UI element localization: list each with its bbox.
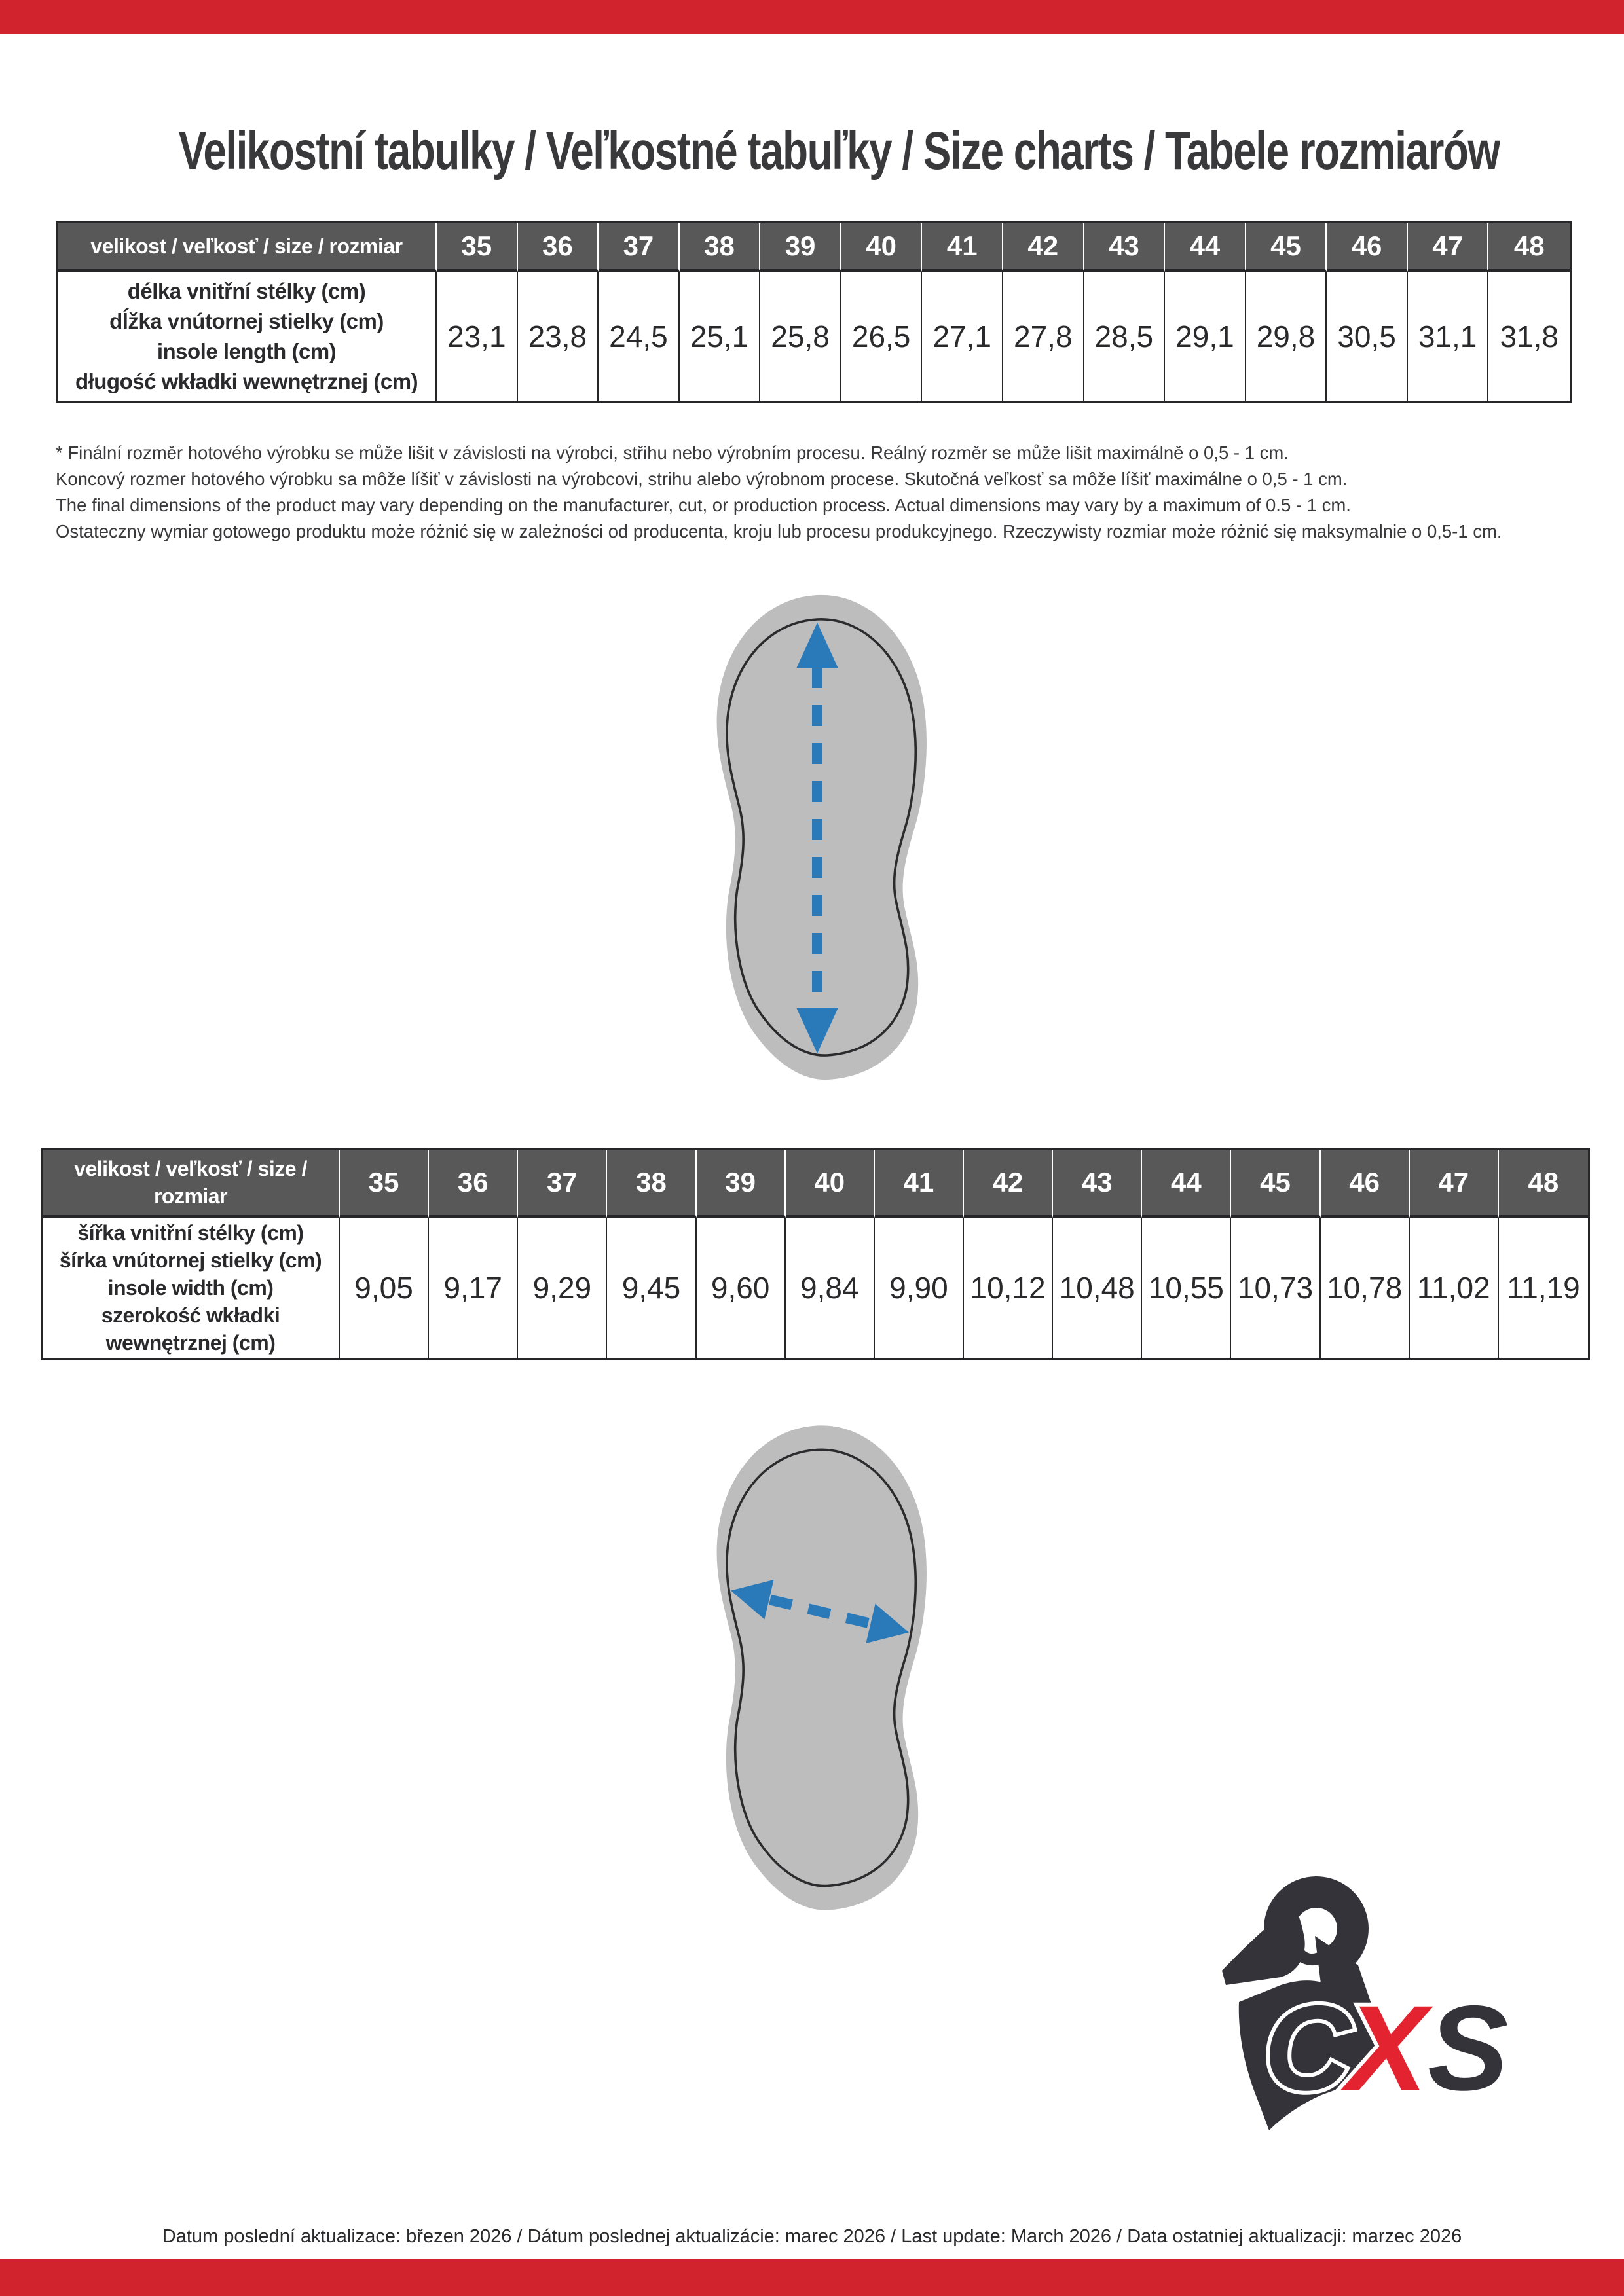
size-col-48: 48 [1499,1150,1588,1218]
length-value-48: 31,8 [1500,319,1559,354]
size-col-47: 47 [1410,1150,1499,1218]
width-value-47: 11,02 [1410,1218,1499,1358]
width-value-40: 9,84 [786,1218,875,1358]
size-col-39: 39 [697,1150,786,1218]
top-red-bar [0,0,1624,34]
width-value-37: 9,29 [518,1218,607,1358]
row-label-line: szerokość wkładki [101,1303,280,1327]
width-value-36: 9,17 [429,1218,518,1358]
length-value-47: 31,1 [1408,272,1489,401]
size-col-35: 35 [437,223,518,272]
note-cz: * Finální rozměr hotového výrobku se může lišit v závislosti na výrobci, střihu nebo výrobním procesu. Reálný rozměr se může lišit maximálně o 0,5 - 1 cm. [56,443,1289,463]
row-label-line: wewnętrznej (cm) [105,1331,276,1355]
length-value-37: 24,5 [599,272,680,401]
size-col-38: 38 [680,223,761,272]
size-col-37: 37 [599,223,680,272]
size-col-42: 42 [964,1150,1053,1218]
insole-width-table [41,1148,1590,1360]
row-label-line: šířka vnitřní stélky (cm) [77,1221,304,1245]
insole-width-figure [693,1421,944,1915]
length-value-38: 25,1 [680,272,761,401]
length-value-46: 30,5 [1327,272,1408,401]
size-col-47: 47 [1408,223,1489,272]
logo-letter-c: C [1264,1981,1352,2116]
tolerance-notes [56,440,1581,545]
length-value-39: 25,8 [760,272,841,401]
size-col-46: 46 [1327,223,1408,272]
insole-length-row-label [58,272,437,401]
width-value-42: 10,12 [964,1218,1053,1358]
length-value-41: 27,1 [922,272,1003,401]
size-header-label [58,223,437,272]
row-label-line: šírka vnútornej stielky (cm) [59,1248,322,1272]
size-col-38: 38 [607,1150,696,1218]
length-value-42: 27,8 [1003,272,1084,401]
row-label-line: insole width (cm) [107,1276,274,1300]
size-col-40: 40 [786,1150,875,1218]
size-header-text: velikost / veľkosť / size / [74,1157,307,1180]
length-value-40: 26,5 [841,272,923,401]
width-value-43: 10,48 [1053,1218,1142,1358]
size-col-44: 44 [1165,223,1246,272]
size-col-40: 40 [841,223,923,272]
width-value-35: 9,05 [340,1218,429,1358]
size-col-43: 43 [1084,223,1166,272]
size-col-36: 36 [518,223,599,272]
size-col-45: 45 [1246,223,1327,272]
length-value-45: 29,8 [1246,272,1327,401]
width-value-44: 10,55 [1142,1218,1231,1358]
size-col-39: 39 [760,223,841,272]
length-value-43: 28,5 [1084,272,1166,401]
size-col-41: 41 [875,1150,964,1218]
width-value-41: 9,90 [875,1218,964,1358]
size-col-42: 42 [1003,223,1084,272]
bottom-red-bar [0,2259,1624,2296]
row-label-line: dĺžka vnútornej stielky (cm) [109,308,384,333]
width-value-45: 10,73 [1231,1218,1320,1358]
size-col-45: 45 [1231,1150,1320,1218]
note-en: The final dimensions of the product may vary depending on the manufacturer, cut, or production process. Actual dimensions may vary by a maximum of 0.5 - 1 cm. [56,495,1351,515]
width-value-39: 9,60 [697,1218,786,1358]
insole-length-figure [693,591,944,1084]
row-label-line: długość wkładki wewnętrznej (cm) [75,369,418,393]
length-value-35: 23,1 [437,272,518,401]
size-col-43: 43 [1053,1150,1142,1218]
insole-width-row-label [43,1218,340,1358]
page-title: Velikostní tabulky / Veľkostné tabuľky / Size charts / Tabele rozmiarów [178,121,1500,181]
size-col-41: 41 [922,223,1003,272]
cxs-logo [1217,1874,1521,2130]
row-label-line: délka vnitřní stélky (cm) [127,278,366,303]
note-sk: Koncový rozmer hotového výrobku sa môže líšiť v závislosti na výrobcovi, strihu alebo výrobnom procese. Skutočná veľkosť sa môže líšiť maximálne o 0,5 - 1 cm. [56,469,1348,489]
size-header-text: rozmiar [153,1184,228,1208]
insole-length-table [56,221,1572,403]
size-col-46: 46 [1321,1150,1410,1218]
size-col-35: 35 [340,1150,429,1218]
note-pl: Ostateczny wymiar gotowego produktu może różnić się w zależności od producenta, kroju lub procesu produkcyjnego. Rzeczywisty rozmiar może różnić się maksymalnie o 0,5-1 cm. [56,521,1502,541]
size-header-label [43,1150,340,1218]
logo-letter-x: X [1346,1981,1428,2116]
length-value-36: 23,8 [518,272,599,401]
size-col-48: 48 [1488,223,1570,272]
width-value-38: 9,45 [607,1218,696,1358]
size-col-37: 37 [518,1150,607,1218]
last-update-footer: Datum poslední aktualizace: březen 2026 / Dátum poslednej aktualizácie: marec 2026 / Last update: March 2026 / Data ostatniej aktualizacji: marzec 2026 [162,2226,1462,2247]
length-value-44: 29,1 [1165,272,1246,401]
width-value-48: 11,19 [1507,1271,1580,1305]
size-col-36: 36 [429,1150,518,1218]
width-value-46: 10,78 [1321,1218,1410,1358]
logo-letter-s: S [1428,1981,1509,2116]
size-col-44: 44 [1142,1150,1231,1218]
row-label-line: insole length (cm) [157,338,337,363]
size-header-text: velikost / veľkosť / size / rozmiar [90,234,403,258]
